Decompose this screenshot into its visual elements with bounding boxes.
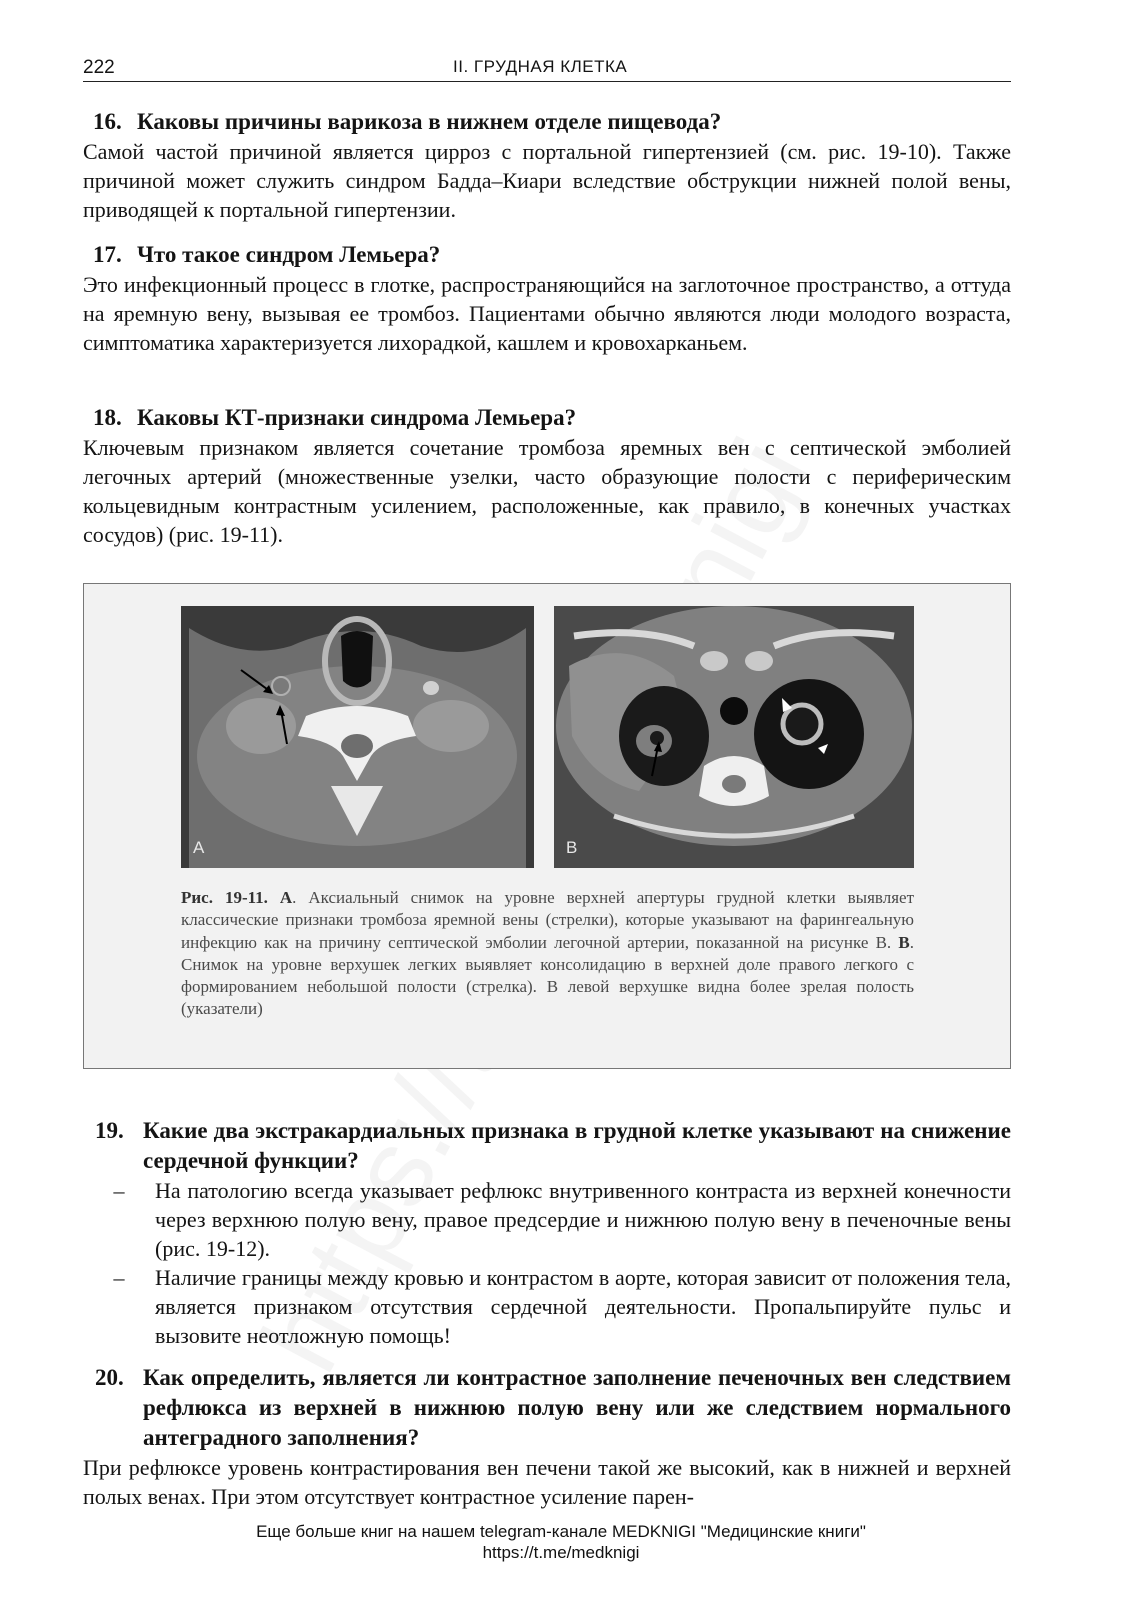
question-number: 17. <box>93 242 122 267</box>
question-20 <box>83 1363 1011 1453</box>
question-number: 16. <box>93 109 122 134</box>
dash-marker: – <box>113 1178 125 1203</box>
footer <box>0 1521 1122 1563</box>
caption-text-b: . Снимок на уровне верхушек легких выявляет консолидацию в верхней доле правого легкого с формированием небольшой полости (стрелка). В левой верхушке видна более зрелая полость (указатели) <box>181 932 914 1019</box>
question-title: Какие два экстракардиальных признака в грудной клетке указывают на снижение сердечной функции? <box>143 1118 1011 1173</box>
figure-19-11 <box>83 583 1011 1069</box>
question-16 <box>83 107 1011 224</box>
section-title: II. ГРУДНАЯ КЛЕТКА <box>453 57 628 76</box>
question-title: Каковы КТ-признаки синдрома Лемьера? <box>137 405 577 430</box>
panel-label: B <box>566 838 578 857</box>
caption-part-a-label: A <box>279 888 293 907</box>
ct-chest-scan <box>554 606 914 868</box>
panel-label: A <box>193 838 205 857</box>
question-title: Как определить, является ли контрастное заполнение печеночных вен следствием рефлюкса из верхней в нижнюю полую вену или же следствием нормального антеградного заполнения? <box>143 1365 1011 1450</box>
question-title: Каковы причины варикоза в нижнем отделе пищевода? <box>137 109 722 134</box>
question-heading <box>83 107 1011 137</box>
caption-text-a: . Аксиальный снимок на уровне верхней апертуры грудной клетки выявляет классические признаки тромбоза яремной вены (стрелки), которые указывают на фарингеальную инфекцию как на причину септической эмболии легочной артерии, показанной на рисунке B. <box>181 888 915 952</box>
figure-caption <box>181 887 914 1021</box>
question-heading <box>83 240 1011 270</box>
footer-link[interactable]: https://t.me/medknigi <box>482 1543 640 1562</box>
caption-label: Рис. 19-11. <box>181 888 268 907</box>
answer-text: Это инфекционный процесс в глотке, распространяющийся на заглоточное пространство, а оттуда на яремную вену, вызывая ее тромбоз. Пациентами обычно являются люди молодого возраста, симптоматика характеризуется лихорадкой, кашлем и кровохарканьем. <box>83 272 1011 355</box>
footer-line-1: Еще больше книг на нашем telegram-канале MEDKNIGI "Медицинские книги" <box>256 1522 866 1541</box>
page-number: 222 <box>83 57 115 78</box>
question-19 <box>83 1116 1011 1350</box>
caption-part-b-label: B <box>898 932 910 952</box>
question-number: 20. <box>95 1365 124 1390</box>
question-number: 18. <box>93 405 122 430</box>
answer-text: Ключевым признаком является сочетание тромбоза яремных вен с септической эмболией легочных артерий (множественные узелки, часто образующие полости с периферическим кольцевидным контрастным усилением, расположенные, как правило, в конечных участках сосудов) (рис. 19-11). <box>83 435 1011 547</box>
list-item-text: На патологию всегда указывает рефлюкс внутривенного контраста из верхней конечности через верхнюю полую вену, правое предсердие и нижнюю полую вену в печеночные вены (рис. 19-12). <box>155 1178 1011 1261</box>
running-head <box>83 55 1011 82</box>
answer-text: При рефлюксе уровень контрастирования вен печени такой же высокий, как в нижней и верхней полых венах. При этом отсутствует контрастное усиление парен- <box>83 1455 1011 1509</box>
question-number: 19. <box>95 1118 124 1143</box>
question-heading <box>83 403 1011 433</box>
question-heading <box>83 1363 1011 1453</box>
dash-marker: – <box>113 1265 125 1290</box>
question-20-answer <box>83 1453 1011 1511</box>
question-title: Что такое синдром Лемьера? <box>137 242 441 267</box>
question-17 <box>83 240 1011 357</box>
answer-list <box>83 1176 1011 1350</box>
list-item-text: Наличие границы между кровью и контрастом в аорте, которая зависит от положения тела, является признаком отсутствия сердечной деятельности. Пропальпируйте пульс и вызовите неотложную помощь! <box>155 1265 1011 1348</box>
question-heading <box>83 1116 1011 1176</box>
ct-image-b <box>554 606 914 868</box>
ct-neck-scan <box>181 606 534 868</box>
ct-image-a <box>181 606 534 868</box>
question-18 <box>83 403 1011 549</box>
answer-text: Самой частой причиной является цирроз с портальной гипертензией (см. рис. 19-10). Также причиной может служить синдром Бадда–Киари вследствие обструкции нижней полой вены, приводящей к портальной гипертензии. <box>83 139 1011 222</box>
list-item <box>83 1176 1011 1263</box>
list-item <box>83 1263 1011 1350</box>
